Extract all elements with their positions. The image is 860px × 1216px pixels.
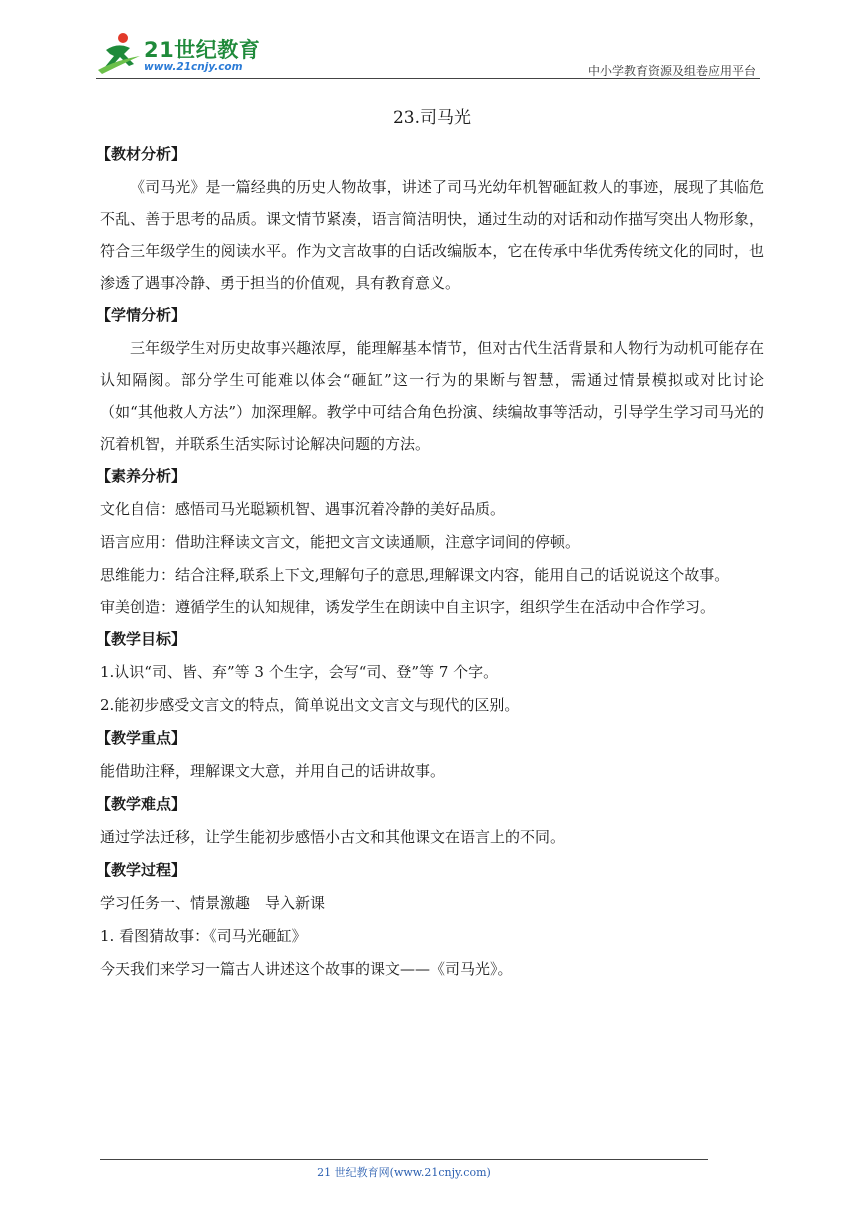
goal-item: 2.能初步感受文言文的特点，简单说出文文言文与现代的区别。 [100, 696, 520, 714]
literacy-item: 语言应用：借助注释读文言文，能把文言文读通顺，注意字词间的停顿。 [100, 533, 581, 551]
section-heading-process: 【教学过程】 [96, 861, 187, 879]
page-footer: 21 世纪教育网(www.21cnjy.com) [317, 1166, 491, 1179]
keypoints-text: 能借助注释，理解课文大意，并用自己的话讲故事。 [100, 762, 446, 780]
section-heading-difficulties: 【教学难点】 [96, 795, 187, 813]
footer-divider [100, 1159, 708, 1160]
material-analysis-text: 《司马光》是一篇经典的历史人物故事，讲述了司马光幼年机智砸缸救人的事迹，展现了其临危不乱、善于思考的品质。课文情节紧凑，语言简洁明快，通过生动的对话和动作描写突出人物形象，符合三年级学生的阅读水平。作为文言故事的白话改编版本，它在传承中华优秀传统文化的同时，也渗透了遇事冷静、勇于担当的价值观，具有教育意义。 [100, 178, 764, 292]
header-divider [96, 78, 760, 79]
process-item: 1. 看图猜故事：《司马光砸缸》 [100, 927, 307, 945]
site-logo [96, 30, 266, 78]
logo-url: www.21cnjy.com [144, 61, 243, 73]
page-header [96, 30, 760, 80]
header-platform-name: 中小学教育资源及组卷应用平台 [587, 64, 756, 78]
goal-item: 1.认识“司、皆、弃”等 3 个生字，会写“司、登”等 7 个字。 [100, 663, 499, 681]
section-heading-literacy: 【素养分析】 [96, 467, 187, 485]
literacy-item: 审美创造：遵循学生的认知规律，诱发学生在朗读中自主识字，组织学生在活动中合作学习。 [100, 598, 716, 616]
student-analysis-text: 三年级学生对历史故事兴趣浓厚，能理解基本情节，但对古代生活背景和人物行为动机可能存在认知隔阂。部分学生可能难以体会“砸缸”这一行为的果断与智慧，需通过情景模拟或对比讨论（如“其他救人方法”）加深理解。教学中可结合角色扮演、续编故事等活动，引导学生学习司马光的沉着机智，并联系生活实际讨论解决问题的方法。 [100, 339, 764, 453]
section-heading-material: 【教材分析】 [96, 145, 187, 163]
document-body [96, 106, 764, 986]
literacy-item: 文化自信：感悟司马光聪颖机智、遇事沉着冷静的美好品质。 [100, 500, 506, 518]
section-heading-students: 【学情分析】 [96, 306, 187, 324]
logo-text: 21世纪教育 [144, 38, 261, 62]
difficulties-text: 通过学法迁移，让学生能初步感悟小古文和其他课文在语言上的不同。 [100, 828, 566, 846]
literacy-item: 思维能力：结合注释,联系上下文,理解句子的意思,理解课文内容，能用自己的话说说这个故事。 [100, 566, 730, 584]
page-title: 23.司马光 [392, 108, 472, 128]
section-heading-goals: 【教学目标】 [96, 630, 187, 648]
runner-logo-icon [96, 30, 144, 76]
section-heading-keypoints: 【教学重点】 [96, 729, 187, 747]
process-item: 今天我们来学习一篇古人讲述这个故事的课文——《司马光》。 [100, 960, 513, 978]
process-item: 学习任务一、情景激趣 导入新课 [100, 894, 326, 912]
